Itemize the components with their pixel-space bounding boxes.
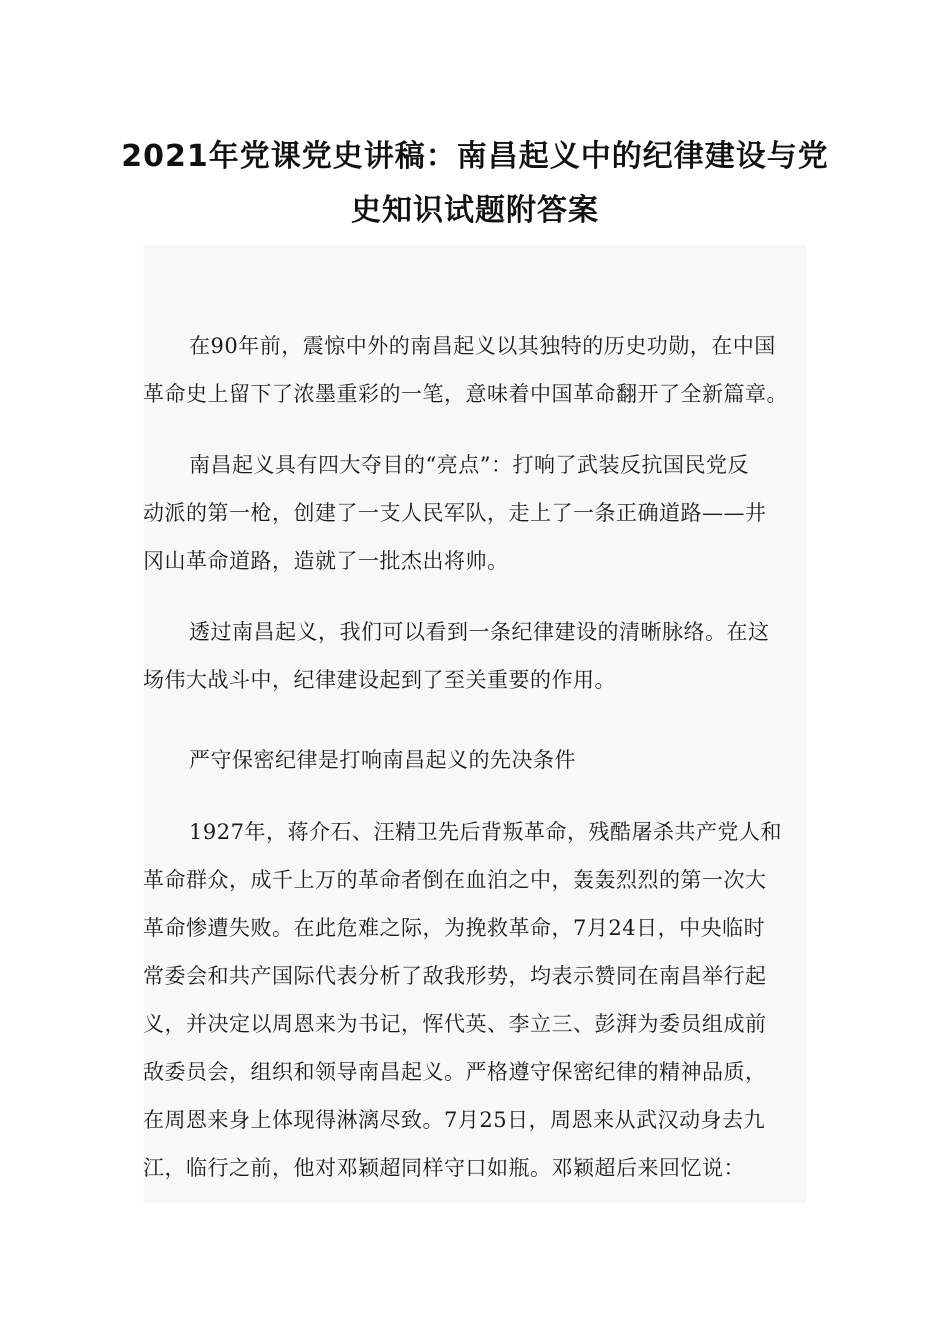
paragraph-line: 江，临行之前，他对邓颖超同样守口如瓶。邓颖超后来回忆说：: [143, 1156, 745, 1180]
paragraph-5: [143, 808, 806, 1192]
paragraph-1: [143, 322, 806, 418]
paragraph-line: 革命史上留下了浓墨重彩的一笔，意味着中国革命翻开了全新篇章。: [143, 382, 788, 406]
paragraph-line: 敌委员会，组织和领导南昌起义。严格遵守保密纪律的精神品质，: [143, 1060, 767, 1084]
paragraph-2: [143, 441, 806, 585]
paragraph-line: 在90年前，震惊中外的南昌起义以其独特的历史功勋，在中国: [189, 334, 776, 358]
paragraph-line: 场伟大战斗中，纪律建设起到了至关重要的作用。: [143, 668, 616, 692]
paragraph-line: 革命群众，成千上万的革命者倒在血泊之中，轰轰烈烈的第一次大: [143, 868, 767, 892]
paragraph-3: [143, 608, 806, 704]
paragraph-line: 透过南昌起义，我们可以看到一条纪律建设的清晰脉络。在这: [189, 620, 770, 644]
paragraph-line: 冈山革命道路，造就了一批杰出将帅。: [143, 549, 509, 573]
paragraph-line: 1927年，蒋介石、汪精卫先后背叛革命，残酷屠杀共产党人和: [189, 820, 782, 844]
title-line-2: 史知识试题附答案: [351, 193, 599, 228]
paragraph-line: 在周恩来身上体现得淋漓尽致。7月25日，周恩来从武汉动身去九: [143, 1108, 766, 1132]
paragraph-line: 革命惨遭失败。在此危难之际，为挽救革命，7月24日，中央临时: [143, 916, 766, 940]
section-heading-text: 严守保密纪律是打响南昌起义的先决条件: [189, 748, 576, 772]
document-title: [0, 130, 950, 238]
paragraph-line: 南昌起义具有四大夺目的“亮点”：打响了武装反抗国民党反: [189, 453, 749, 477]
title-line-1: 2021年党课党史讲稿：南昌起义中的纪律建设与党: [121, 139, 829, 174]
paragraph-line: 动派的第一枪，创建了一支人民军队，走上了一条正确道路——井: [143, 501, 767, 525]
section-heading: [143, 736, 806, 784]
paragraph-line: 常委会和共产国际代表分析了敌我形势，均表示赞同在南昌举行起: [143, 964, 767, 988]
document-body: [143, 245, 806, 1203]
paragraph-line: 义，并决定以周恩来为书记，恽代英、李立三、彭湃为委员组成前: [143, 1012, 767, 1036]
